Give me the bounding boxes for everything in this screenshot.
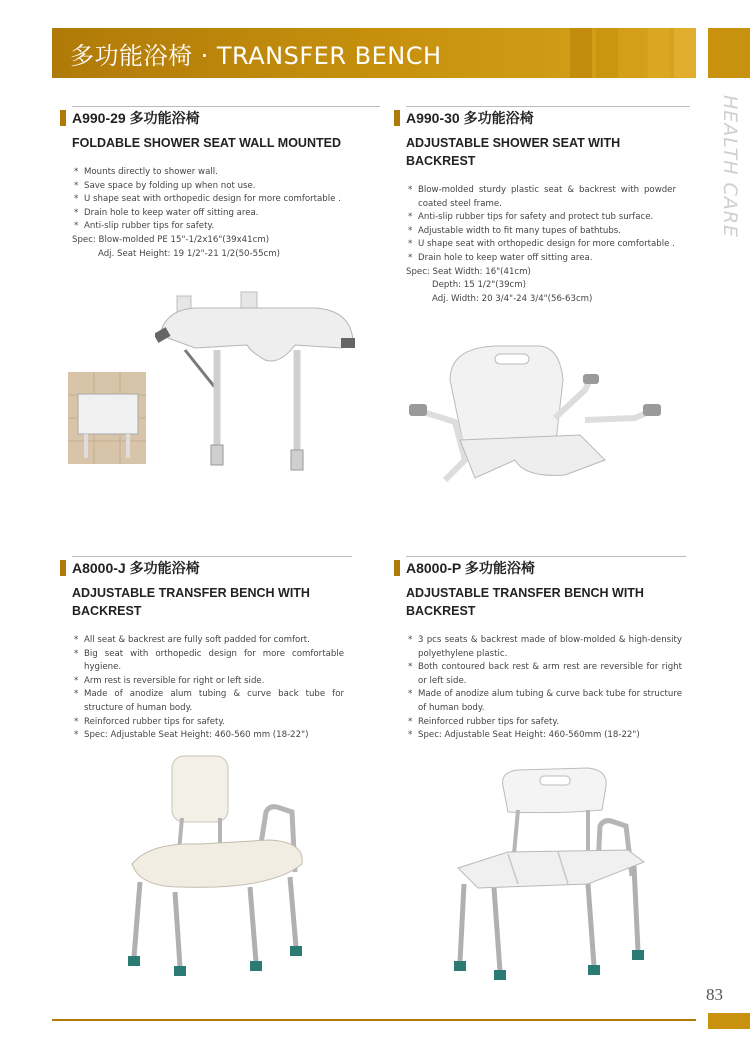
product-name: ADJUSTABLE SHOWER SEAT WITH BACKREST (406, 136, 621, 168)
feature-item: * U shape seat with orthopedic design for more comfortable . (72, 193, 344, 207)
header-stripe (648, 28, 670, 78)
feature-item: * All seat & backrest are fully soft padded for comfort. (72, 634, 344, 648)
header-stripe (596, 28, 618, 78)
feature-item: * Spec: Adjustable Seat Height: 460-560 mm (18-22") (72, 729, 344, 743)
footer-tab (708, 1013, 750, 1029)
spec-block (406, 266, 690, 307)
shower-seat-backrest-image (405, 340, 665, 500)
feature-item: * Drain hole to keep water off sitting area. (406, 252, 676, 266)
feature-item: * Both contoured back rest & arm rest are reversible for right or left side. (406, 661, 682, 688)
side-label: HEALTH CARE (719, 95, 741, 238)
product-code-row (60, 106, 380, 130)
folded-seat-photo (68, 372, 146, 464)
product-code: A990-29 多功能浴椅 (72, 110, 200, 126)
feature-item: * Save space by folding up when not use. (72, 180, 344, 194)
page-number: 83 (706, 985, 723, 1004)
padded-transfer-bench-image (120, 752, 320, 977)
product-a990-29 (60, 106, 380, 261)
header-stripe (570, 28, 592, 78)
product-code-row (394, 106, 690, 130)
feature-item: * Made of anodize alum tubing & curve back tube for structure of human body. (72, 688, 344, 715)
product-code: A8000-J 多功能浴椅 (72, 560, 200, 576)
page-title: 多功能浴椅 · TRANSFER BENCH (70, 42, 442, 70)
feature-item: * Reinforced rubber tips for safety. (72, 716, 344, 730)
header-stripes (566, 28, 696, 78)
feature-list (72, 634, 344, 743)
page-header-banner (52, 28, 696, 78)
product-name: ADJUSTABLE TRANSFER BENCH WITH BACKREST (72, 586, 310, 618)
wall-seat-image (155, 290, 360, 485)
feature-list (406, 634, 682, 743)
feature-item: * Anti-slip rubber tips for safety. (72, 220, 344, 234)
product-name: FOLDABLE SHOWER SEAT WALL MOUNTED (72, 136, 341, 150)
footer-rule (52, 1019, 696, 1021)
spec-line: Depth: 15 1/2"(39cm) (432, 280, 526, 291)
product-name: ADJUSTABLE TRANSFER BENCH WITH BACKREST (406, 586, 644, 618)
feature-item: * Adjustable width to fit many tupes of bathtubs. (406, 225, 676, 239)
feature-list (72, 166, 344, 234)
feature-item: * Made of anodize alum tubing & curve back tube for structure of human body. (406, 688, 682, 715)
side-tab (708, 28, 750, 78)
spec-line: Adj. Width: 20 3/4"-24 3/4"(56-63cm) (432, 293, 593, 304)
feature-item: * 3 pcs seats & backrest made of blow-molded & high-density polyethylene plastic. (406, 634, 682, 661)
feature-item: * Anti-slip rubber tips for safety and protect tub surface. (406, 211, 676, 225)
feature-item: * U shape seat with orthopedic design for more comfortable . (406, 238, 676, 252)
product-a990-30 (394, 106, 690, 306)
feature-list (406, 184, 676, 266)
product-code-row (60, 556, 352, 580)
product-a8000-j (60, 556, 352, 743)
product-code: A990-30 多功能浴椅 (406, 110, 534, 126)
product-code-row (394, 556, 686, 580)
plastic-transfer-bench-image (448, 766, 658, 981)
spec-line: Spec: Seat Width: 16"(41cm) (406, 266, 531, 277)
spec-line: Spec: Blow-molded PE 15"-1/2x16"(39x41cm) (72, 234, 270, 245)
feature-item: * Blow-molded sturdy plastic seat & backrest with powder coated steel frame. (406, 184, 676, 211)
spec-line: Adj. Seat Height: 19 1/2"-21 1/2(50-55cm) (98, 248, 281, 259)
feature-item: * Reinforced rubber tips for safety. (406, 716, 682, 730)
header-stripe (622, 28, 644, 78)
feature-item: * Mounts directly to shower wall. (72, 166, 344, 180)
feature-item: * Drain hole to keep water off sitting area. (72, 207, 344, 221)
feature-item: * Big seat with orthopedic design for more comfortable hygiene. (72, 648, 344, 675)
product-code: A8000-P 多功能浴椅 (406, 560, 535, 576)
product-a8000-p (394, 556, 686, 743)
header-stripe (674, 28, 696, 78)
feature-item: * Arm rest is reversible for right or left side. (72, 675, 344, 689)
spec-block (72, 234, 380, 261)
feature-item: * Spec: Adjustable Seat Height: 460-560mm (18-22") (406, 729, 682, 743)
